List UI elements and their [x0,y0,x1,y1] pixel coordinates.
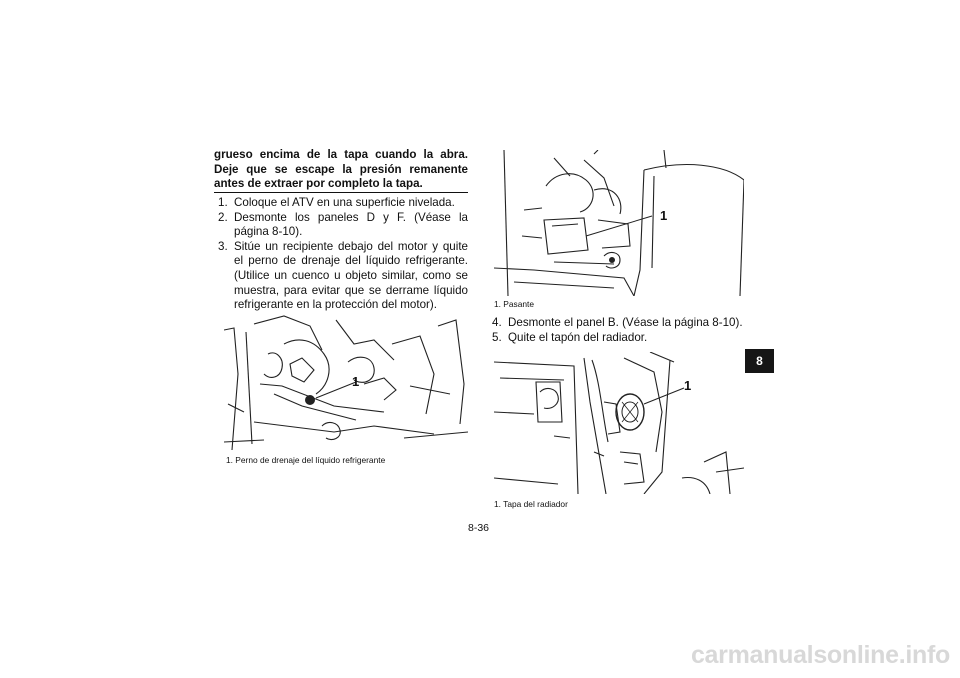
step-item [492,331,754,346]
step-number: 1. [218,196,228,209]
chapter-tab: 8 [745,349,774,373]
step-text: Desmonte los paneles D y F. (Véase la página 8-10). [234,210,468,239]
step-text: Quite el tapón del radiador. [508,330,648,344]
step-item [218,196,468,211]
step-text: Coloque el ATV en una superficie nivelada. [234,196,455,209]
warning-continuation: grueso encima de la tapa cuando la abra. Deje que se escape la presión remanente antes de extraer por completo la tapa. [214,148,468,191]
drain-bolt-caption: 1. Perno de drenaje del líquido refrigerante [226,455,386,465]
steps-list-left [218,196,468,313]
figure-pasante [494,150,744,296]
step-number: 3. [218,239,228,253]
step-item [492,316,754,331]
step-number: 4. [492,316,502,329]
radiator-cap-callout: 1 [684,378,692,393]
step-text: Sitúe un recipiente debajo del motor y quite el perno de drenaje del líquido refrigerante. (Utilice un cuenco u objeto similar, como se muestra, para evitar que se derrame líquido refrigerante en la protección del motor). [234,239,468,312]
pasante-illustration [494,150,744,296]
radiator-cap-illustration [494,352,744,494]
figure-radiator-cap [494,352,744,494]
step-text: Desmonte el panel B. (Véase la página 8-10). [508,316,743,329]
step-item [218,240,468,313]
warning-divider [214,192,468,193]
step-number: 2. [218,210,228,224]
steps-list-right [492,316,754,345]
drain-bolt-illustration [224,314,468,450]
page-number: 8-36 [468,522,490,534]
drain-bolt-callout: 1 [352,374,360,389]
pasante-callout: 1 [660,208,668,223]
pasante-caption: 1. Pasante [494,299,535,309]
step-number: 5. [492,330,502,344]
step-item [218,211,468,240]
figure-drain-bolt [224,314,468,450]
watermark: carmanualsonline.info [690,641,950,669]
radiator-cap-caption: 1. Tapa del radiador [494,499,568,509]
